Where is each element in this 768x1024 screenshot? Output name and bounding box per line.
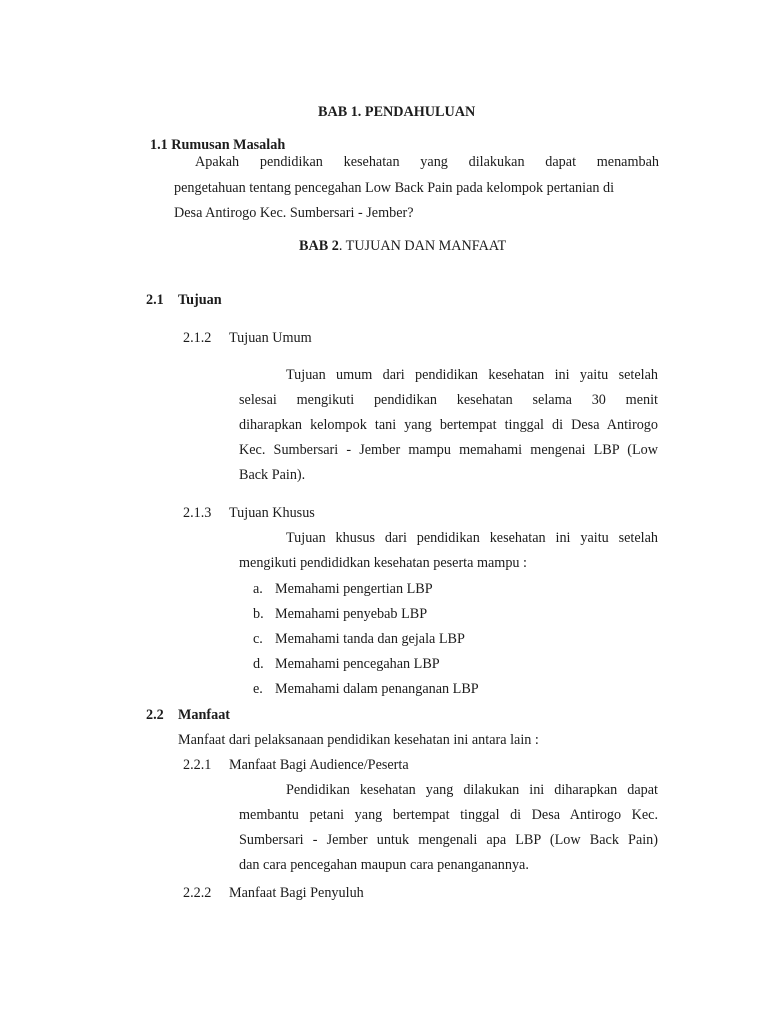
list-item: Memahami tanda dan gejala LBP <box>275 631 465 647</box>
chapter-2-title <box>299 237 506 255</box>
list-item: Memahami penyebab LBP <box>275 606 428 622</box>
subsection-2-1-3-number: 2.1.3 <box>183 505 212 521</box>
subsection-2-1-2-number: 2.1.2 <box>183 330 212 346</box>
section-2-1-number: 2.1 <box>146 292 164 308</box>
list-item-marker: c. <box>253 631 263 647</box>
section-1-1-line-1: Apakah pendidikan kesehatan yang dilakukan dapat menambah <box>195 154 659 170</box>
section-1-1-line-2: pengetahuan tentang pencegahan Low Back Pain pada kelompok pertanian di <box>174 180 615 196</box>
tujuan-umum-line-5: Back Pain). <box>239 467 306 483</box>
list-item-marker: a. <box>253 581 263 597</box>
tujuan-khusus-line-2: mengikuti pendididkan kesehatan peserta mampu : <box>239 555 528 571</box>
tujuan-umum-line-3: diharapkan kelompok tani yang bertempat tinggal di Desa Antirogo <box>239 417 658 433</box>
subsection-2-1-2-heading: Tujuan Umum <box>229 330 312 346</box>
section-2-2-heading: Manfaat <box>178 707 231 723</box>
section-1-1-heading: 1.1 Rumusan Masalah <box>150 137 286 153</box>
chapter-2-title-number: BAB 2 <box>299 238 339 254</box>
manfaat-peserta-line-3: Sumbersari - Jember untuk mengenali apa LBP (Low Back Pain) <box>239 832 658 848</box>
section-2-2-number: 2.2 <box>146 707 164 723</box>
subsection-2-2-2-heading: Manfaat Bagi Penyuluh <box>229 885 364 901</box>
list-item: Memahami pengertian LBP <box>275 581 433 597</box>
list-item: Memahami pencegahan LBP <box>275 656 440 672</box>
subsection-2-1-3-heading: Tujuan Khusus <box>229 505 315 521</box>
section-2-1-heading: Tujuan <box>178 292 222 308</box>
list-item-marker: b. <box>253 606 264 622</box>
subsection-2-2-1-heading: Manfaat Bagi Audience/Peserta <box>229 757 409 773</box>
tujuan-umum-line-4: Kec. Sumbersari - Jember mampu memahami mengenai LBP (Low <box>239 442 658 458</box>
chapter-1-title: BAB 1. PENDAHULUAN <box>318 104 476 120</box>
subsection-2-2-1-number: 2.2.1 <box>183 757 212 773</box>
subsection-2-2-2-number: 2.2.2 <box>183 885 212 901</box>
list-item-marker: d. <box>253 656 264 672</box>
list-item: Memahami dalam penanganan LBP <box>275 681 479 697</box>
manfaat-peserta-line-4: dan cara pencegahan maupun cara penanganannya. <box>239 857 529 873</box>
manfaat-peserta-line-1: Pendidikan kesehatan yang dilakukan ini diharapkan dapat <box>286 782 658 798</box>
section-1-1-line-3: Desa Antirogo Kec. Sumbersari - Jember? <box>174 205 414 221</box>
tujuan-umum-line-1: Tujuan umum dari pendidikan kesehatan ini yaitu setelah <box>286 367 658 383</box>
manfaat-intro: Manfaat dari pelaksanaan pendidikan kesehatan ini antara lain : <box>178 732 539 748</box>
manfaat-peserta-line-2: membantu petani yang bertempat tinggal di Desa Antirogo Kec. <box>239 807 658 823</box>
list-item-marker: e. <box>253 681 263 697</box>
tujuan-umum-line-2: selesai mengikuti pendidikan kesehatan selama 30 menit <box>239 392 658 408</box>
tujuan-khusus-line-1: Tujuan khusus dari pendidikan kesehatan ini yaitu setelah <box>286 530 658 546</box>
chapter-2-title-text: . TUJUAN DAN MANFAAT <box>338 238 507 254</box>
